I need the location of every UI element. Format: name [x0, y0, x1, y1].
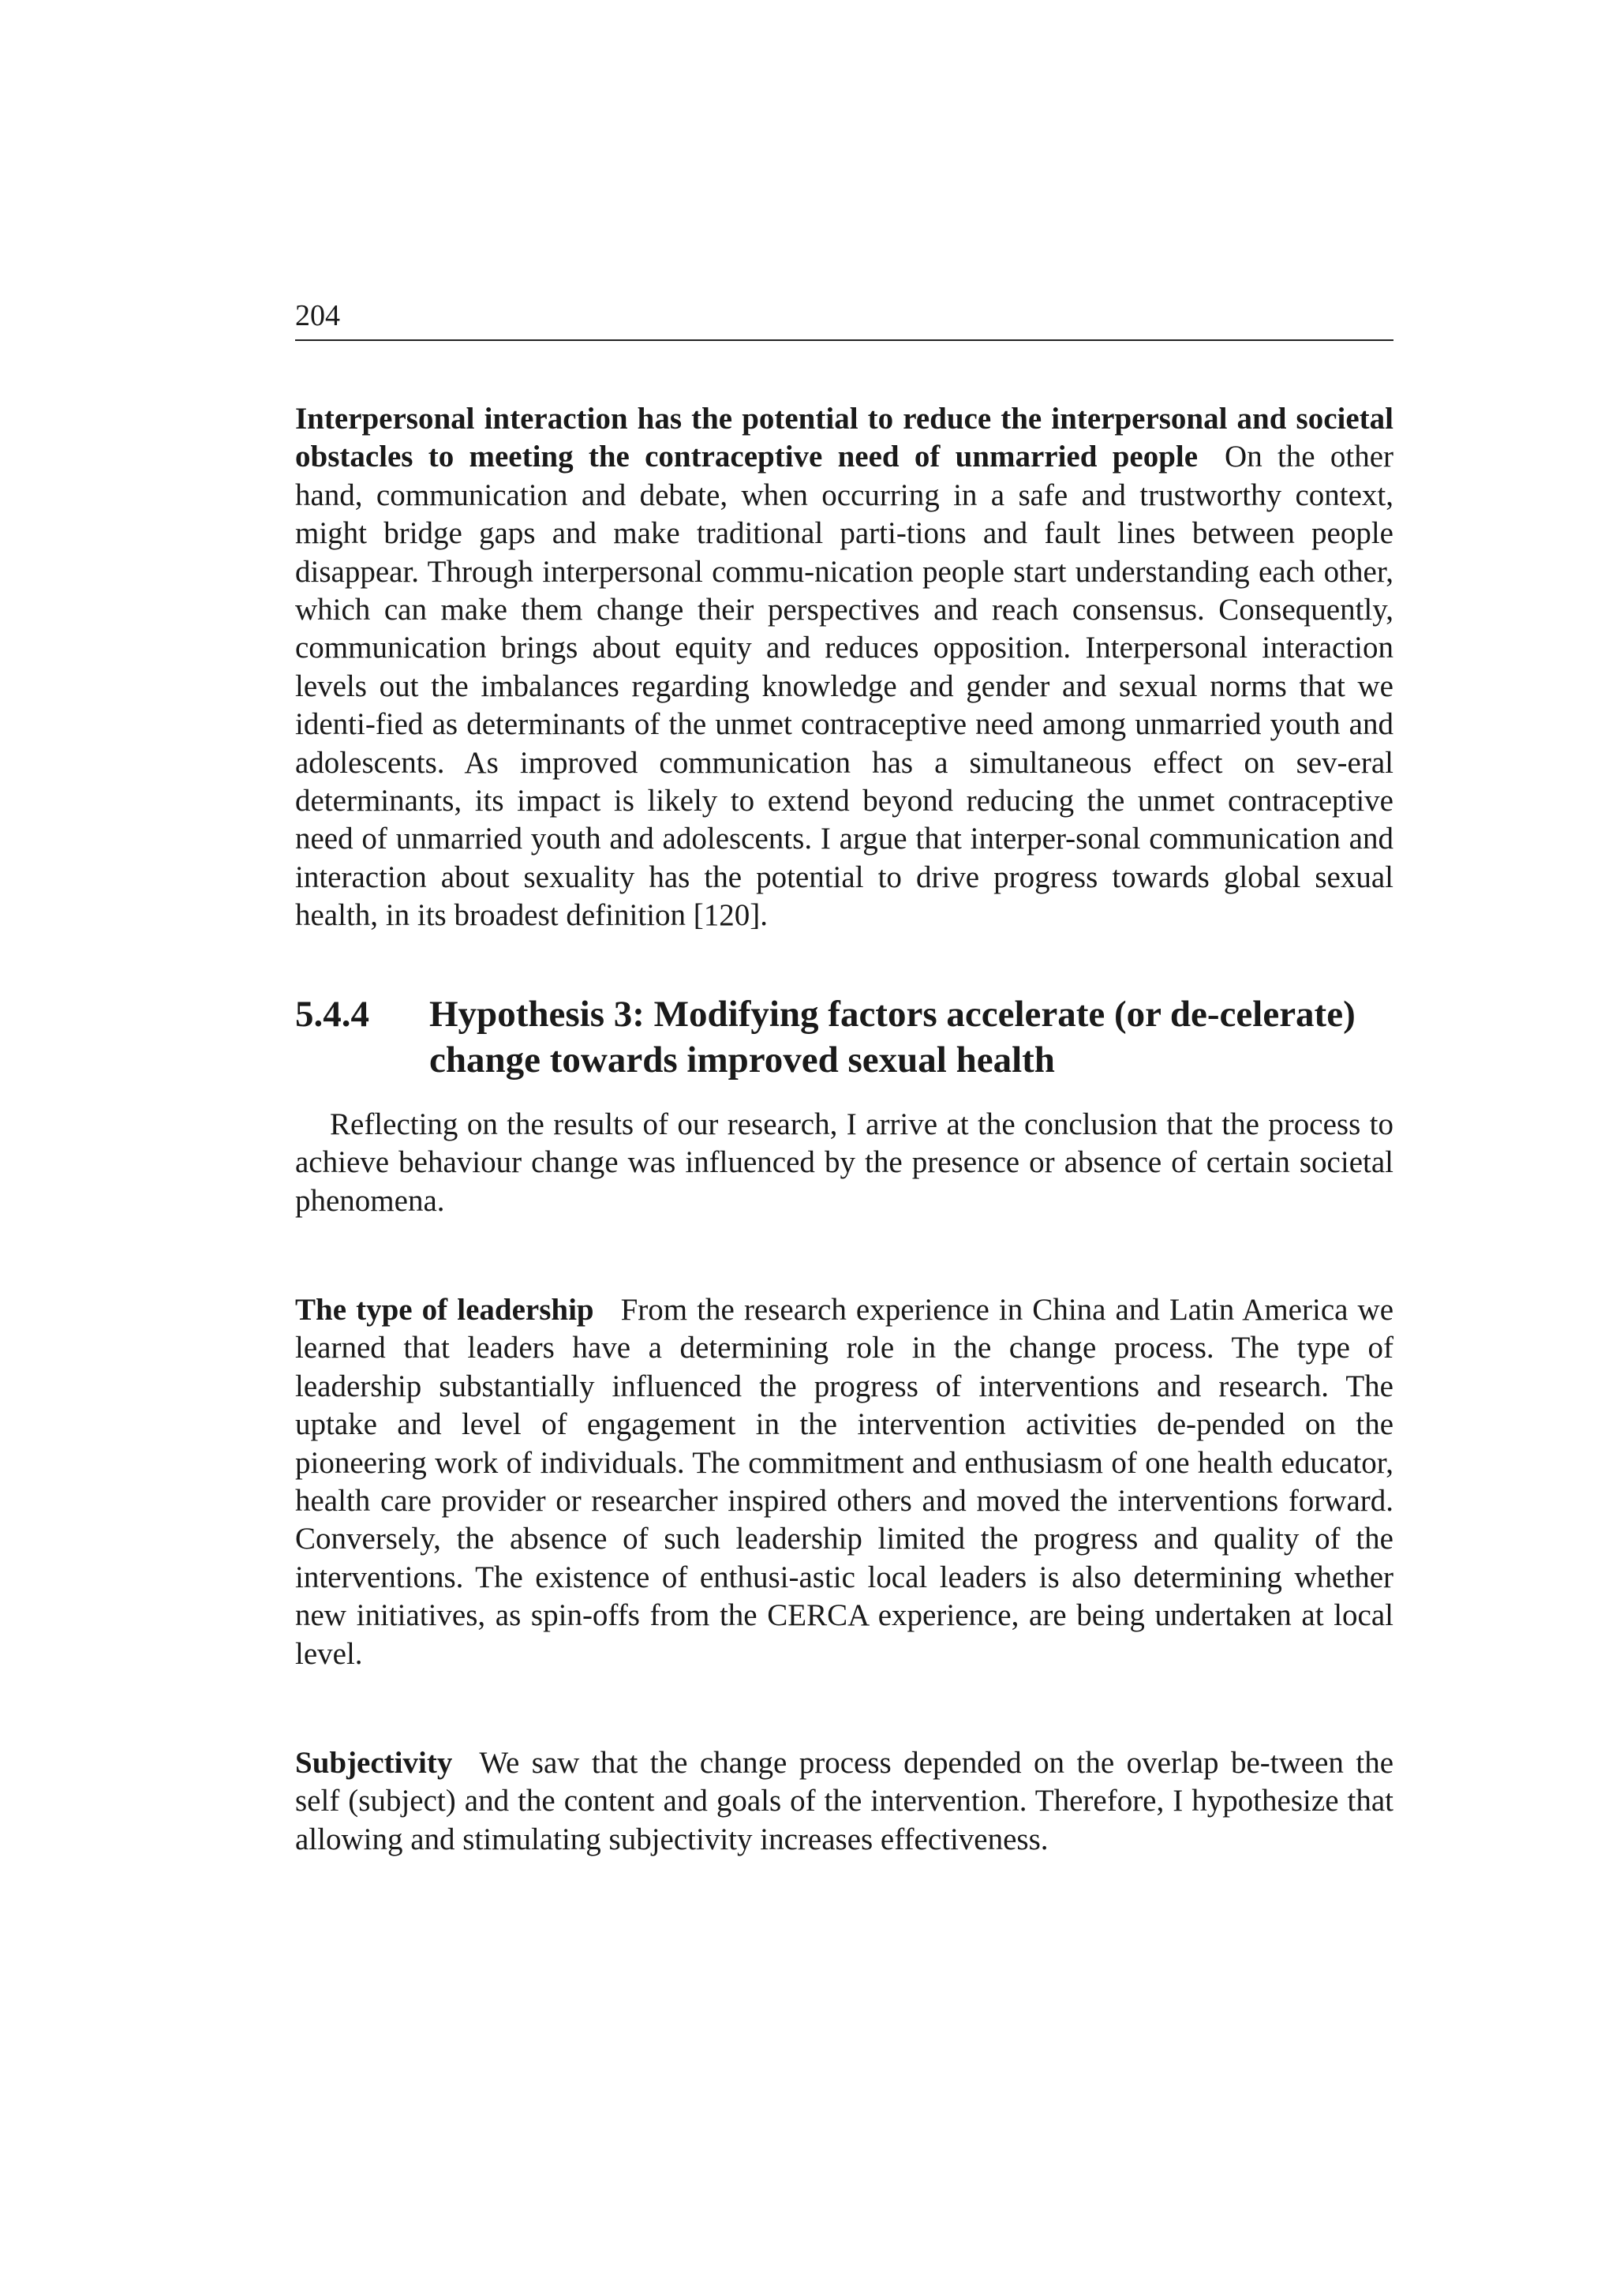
- paragraph-runin-heading: The type of leadership: [295, 1292, 594, 1327]
- paragraph-text: From the research experience in China and Latin America we learned that leaders have a determining role in the change process. The type of leadership substantially influenced the progress of interventions and research. The uptake and level of engagement in the intervention activities de-pended on the pioneering work of individuals. The commitment and enthusiasm of one health educator, health care provider or researcher inspired others and moved the interventions forward. Conversely, the absence of such leadership limited the progress and quality of the interventions. The existence of enthusi-astic local leaders is also determining whether new initiatives, as spin-offs from the CERCA experience, are being undertaken at local level.: [295, 1292, 1394, 1671]
- paragraph-runin-heading: Subjectivity: [295, 1745, 453, 1780]
- paragraph-text: On the other hand, communication and debate, when occurring in a safe and trustworthy context, might bridge gaps and make traditional parti-tions and fault lines between people disappear. Through interpersonal commu-nication people start understanding each other, which can make them change their perspectives and reach consensus. Consequently, communication brings about equity and reduces opposition. Interpersonal interaction levels out the imbalances regarding knowledge and gender and sexual norms that we identi-fied as determinants of the unmet contraceptive need among unmarried youth and adolescents. As improved communication has a simultaneous effect on sev-eral determinants, its impact is likely to extend beyond reducing the unmet contraceptive need of unmarried youth and adolescents. I argue that interper-sonal communication and interaction about sexuality has the potential to drive progress towards global sexual health, in its broadest definition [120].: [295, 440, 1393, 933]
- section-heading: [295, 991, 1393, 1083]
- section-title: Hypothesis 3: Modifying factors accelerate (or de-celerate) change towards improved sexual health: [429, 993, 1356, 1081]
- paragraph-interpersonal-interaction: [295, 400, 1393, 935]
- page-body: [295, 395, 1393, 1859]
- paragraph-text: We saw that the change process depended on the overlap be-tween the self (subject) and the content and goals of the intervention. Therefore, I hypothesize that allowing and stimulating subjectivity increases effectiveness.: [295, 1745, 1393, 1856]
- section-number: 5.4.4: [295, 993, 369, 1035]
- paragraph-intro: [295, 1106, 1393, 1220]
- running-header: [295, 298, 1393, 341]
- paragraph-subjectivity: [295, 1744, 1393, 1859]
- page-number: 204: [295, 299, 340, 332]
- paragraph-type-of-leadership: [295, 1291, 1393, 1673]
- paragraph-text: Reflecting on the results of our research, I arrive at the conclusion that the process to achieve behaviour change was influenced by the presence or absence of certain societal phenomena.: [295, 1107, 1393, 1218]
- paragraph-runin-heading: Interpersonal interaction has the potential to reduce the interpersonal and societal obstacles to meeting the contraceptive need of unmarried people: [295, 402, 1393, 474]
